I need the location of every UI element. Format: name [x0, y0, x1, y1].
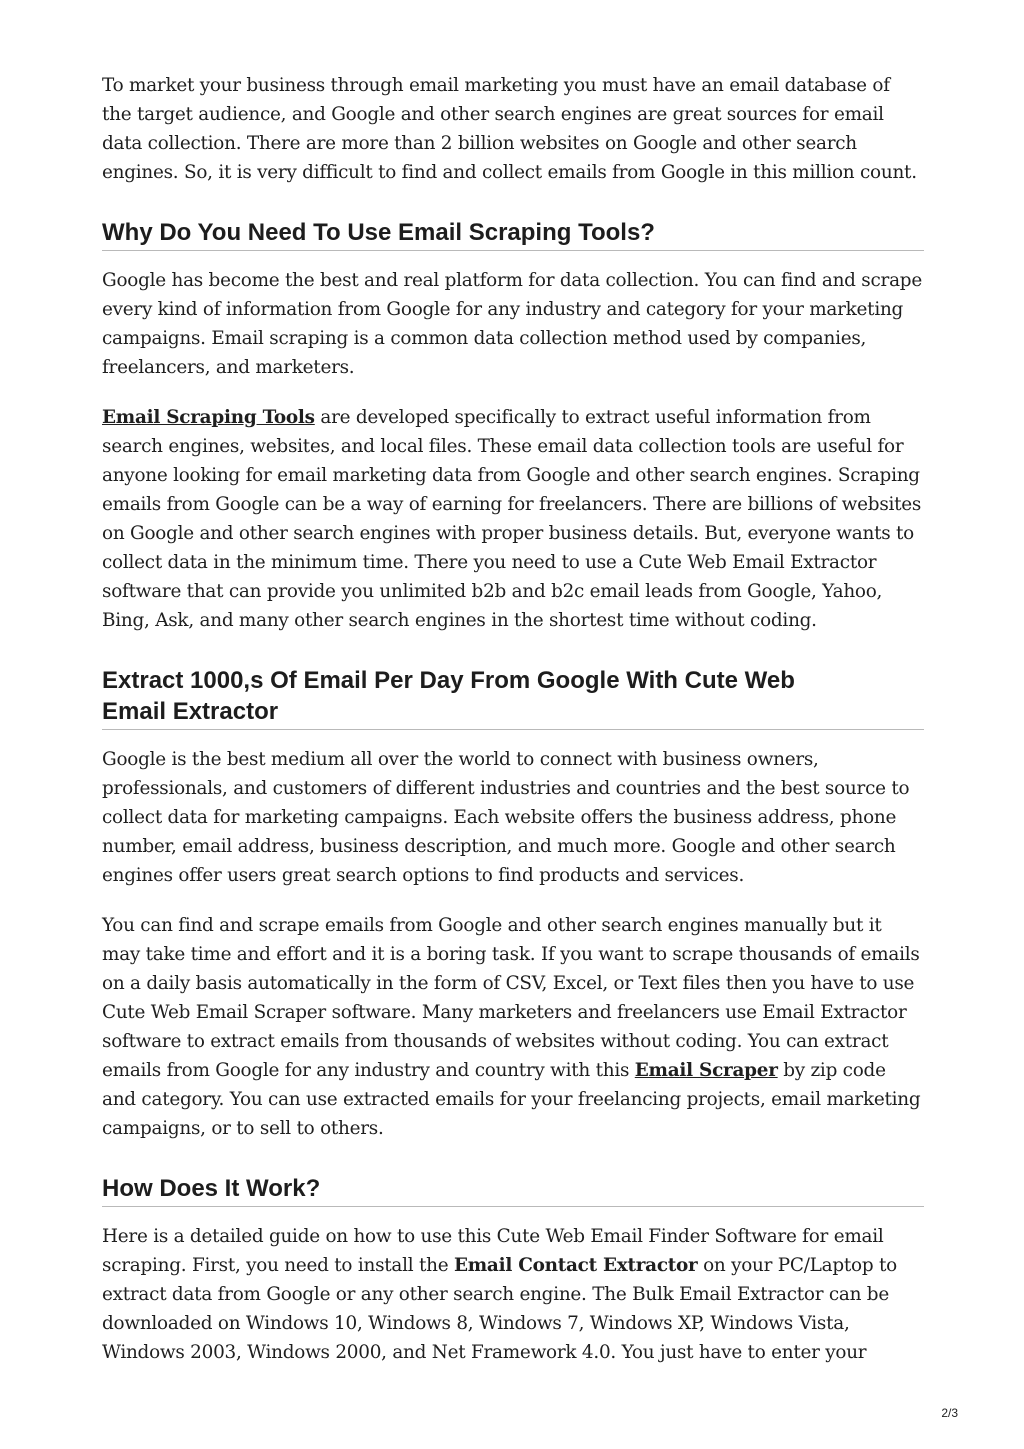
section3-paragraph-1-text-after: on your PC/Laptop to extract data from Google or any other search engine. The Bulk Email Extractor can be downloaded on Windows 10, Windows 8, Windows 7, Windows XP, Windows Vista, Windows 2003, Windows 2000, and Net Framework 4.0. You just have to enter your — [102, 1255, 897, 1363]
heading-line-1: Extract 1000,s Of Email Per Day From Google With Cute Web — [102, 667, 795, 694]
section-heading-block — [102, 1173, 924, 1207]
section1-paragraph-1: Google has become the best and real platform for data collection. You can find and scrape every kind of information from Google for any industry and category for your marketing campaigns. Email scraping is a common data collection method used by companies, freelancers, and marketers. — [102, 270, 922, 378]
section1-paragraph-2-text: are developed specifically to extract useful information from search engines, websites, and local files. These email data collection tools are useful for anyone looking for email marketing data from Google and other search engines. Scraping emails from Google can be a way of earning for freelancers. There are billions of websites on Google and other search engines with proper business details. But, everyone wants to collect data in the minimum time. There you need to use a Cute Web Email Extractor software that can provide you unlimited b2b and b2c email leads from Google, Yahoo, Bing, Ask, and many other search engines in the shortest time without coding. — [102, 407, 922, 631]
section-heading-block — [102, 217, 924, 251]
section2-paragraph-2-text-after: by zip code and category. You can use extracted emails for your freelancing projects, email marketing campaigns, or to sell to others. — [102, 1060, 921, 1139]
section1-paragraph-2 — [102, 403, 924, 635]
section3-paragraph-1 — [102, 1222, 924, 1367]
section2-paragraph-1: Google is the best medium all over the world to connect with business owners, professionals, and customers of different industries and countries and the best source to collect data for marketing campaigns. Each website offers the business address, phone number, email address, business description, and much more. Google and other search engines offer users great search options to find products and services. — [102, 749, 910, 886]
email-contact-extractor-bold: Email Contact Extractor — [453, 1255, 698, 1276]
email-scraping-tools-link[interactable]: Email Scraping Tools — [102, 407, 315, 428]
email-scraper-link[interactable]: Email Scraper — [634, 1060, 778, 1081]
section-heading-block — [102, 665, 924, 730]
section2-paragraph-2-text-before: You can find and scrape emails from Google and other search engines manually but it may take time and effort and it is a boring task. If you want to scrape thousands of emails on a daily basis automatically in the form of CSV, Excel, or Text files then you have to use Cute Web Email Scraper software. Many marketers and freelancers use Email Extractor software to extract emails from thousands of websites without coding. You can extract emails from Google for any industry and country with this — [102, 915, 920, 1081]
section-heading-extract-emails — [102, 665, 924, 730]
section2-paragraph-2 — [102, 911, 924, 1143]
article-body — [102, 71, 924, 1367]
section3-paragraph-1-text-before: Here is a detailed guide on how to use this Cute Web Email Finder Software for email scraping. First, you need to install the — [102, 1226, 884, 1276]
section-heading-how-it-works: How Does It Work? — [102, 1173, 924, 1207]
intro-paragraph: To market your business through email marketing you must have an email database of the target audience, and Google and other search engines are great sources for email data collection. There are more than 2 billion websites on Google and other search engines. So, it is very difficult to find and collect emails from Google in this million count. — [102, 75, 917, 183]
heading-line-2: Email Extractor — [102, 698, 279, 725]
page-number: 2/3 — [941, 1406, 958, 1420]
section-heading-why-email-scraping: Why Do You Need To Use Email Scraping Tools? — [102, 217, 924, 251]
